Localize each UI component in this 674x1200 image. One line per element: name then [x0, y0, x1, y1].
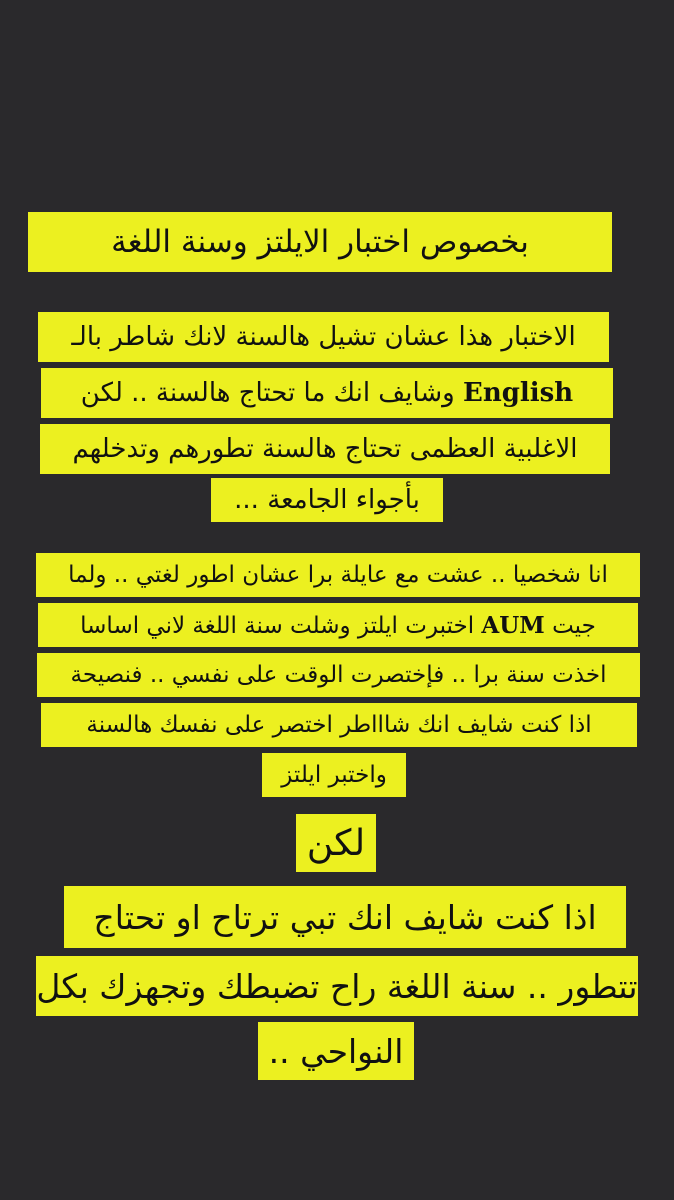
paragraph3-line2: تتطور .. سنة اللغة راح تضبطك وتجهزك بكل	[36, 956, 638, 1016]
paragraph2-line4: اذا كنت شايف انك شاااطر اختصر على نفسك هالسنة	[41, 703, 637, 747]
paragraph2-line1: انا شخصيا .. عشت مع عايلة برا عشان اطور لغتي .. ولما	[36, 553, 640, 597]
paragraph1-line3: الاغلبية العظمى تحتاج هالسنة تطورهم وتدخلهم	[40, 424, 610, 474]
aum-word: AUM	[481, 611, 545, 639]
title-text: بخصوص اختبار الايلتز وسنة اللغة	[111, 224, 529, 260]
paragraph3-line3: النواحي ..	[258, 1022, 414, 1080]
paragraph1-line1: الاختبار هذا عشان تشيل هالسنة لانك شاطر بالـ	[38, 312, 609, 362]
paragraph2-line2: جيت AUM اختبرت ايلتز وشلت سنة اللغة لاني اساسا	[38, 603, 638, 647]
paragraph1-line4: بأجواء الجامعة ...	[211, 478, 443, 522]
english-word: English	[463, 378, 574, 408]
but-word: لكن	[296, 814, 376, 872]
paragraph1-line2: English وشايف انك ما تحتاج هالسنة .. لكن	[41, 368, 613, 418]
paragraph2-line3: اخذت سنة برا .. فإختصرت الوقت على نفسي .. فنصيحة	[37, 653, 640, 697]
title-banner	[28, 212, 612, 272]
paragraph3-line1: اذا كنت شايف انك تبي ترتاح او تحتاج	[64, 886, 626, 948]
paragraph2-line5: واختبر ايلتز	[262, 753, 406, 797]
